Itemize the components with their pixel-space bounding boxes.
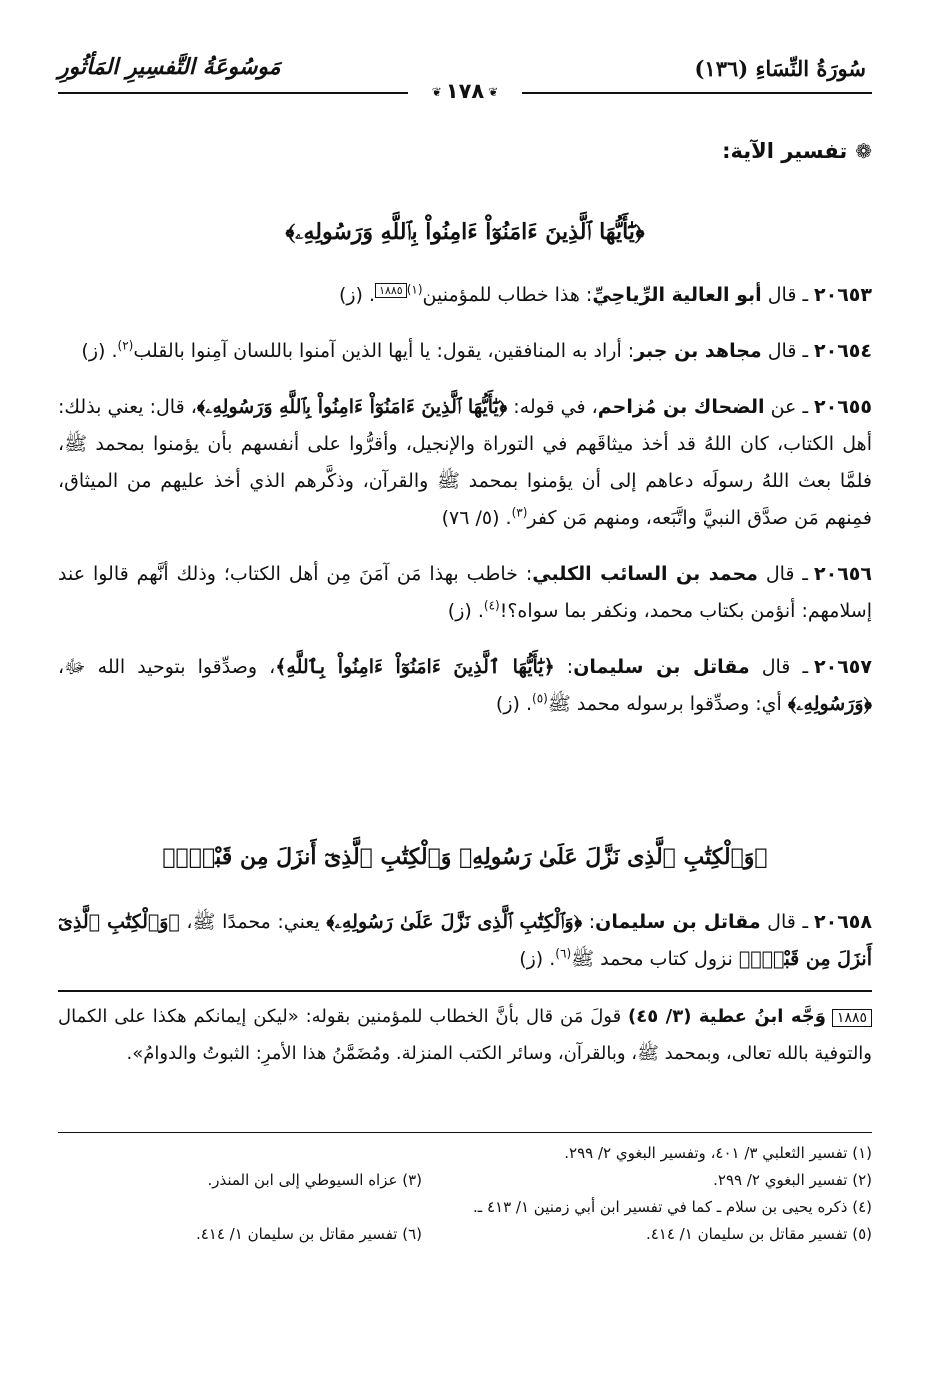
verse-heading-2: ﴿وَٱلْكِتَٰبِ ٱلَّذِى نَزَّلَ عَلَىٰ رَسُولِهِۦ وَٱلْكِتَٰبِ ٱلَّذِىٓ أَنزَلَ مِن قَبْلُۚ﴾: [162, 844, 768, 870]
entry-number: ٢٠٦٥٤: [814, 340, 872, 362]
source-code: . (ز): [519, 948, 556, 970]
commentary-number: ١٨٨٥: [832, 1009, 872, 1027]
entry-number: ٢٠٦٥٧: [814, 656, 872, 678]
narrator-name: مجاهد بن جبر: [634, 340, 762, 362]
commentary-text: قولَ مَن قال بأنَّ الخطاب للمؤمنين بقوله: «ليكن إيمانكم هكذا على الكمال والتوفية بالله تعالى، وبمحمد ﷺ، وبالقرآن، وسائر الكتب المنزلة. ومُضَمَّنُ هذا الأمرِ: الثبوتُ والدوامُ».: [58, 1006, 872, 1064]
footnote-2: (٢) تفسير البغوي ٢/ ٢٩٩.: [713, 1171, 872, 1189]
entry-text: :: [582, 911, 596, 933]
verse-heading-1: ﴿يَٰٓأَيُّهَا ٱلَّذِينَ ءَامَنُوٓاْ ءَامِنُواْ بِٱللَّهِ وَرَسُولِهِۦ﴾: [285, 219, 645, 245]
footnote-ref[interactable]: (٣): [511, 505, 528, 520]
quran-quote: ﴿يَٰٓأَيُّهَا ٱلَّذِينَ ءَامَنُوٓاْ ءَامِنُواْ بِٱللَّهِ وَرَسُولِهِۦ﴾: [196, 396, 508, 418]
entry-text: ـ عن: [764, 396, 809, 418]
entry-text: ـ قال: [760, 911, 809, 933]
entry-number: ٢٠٦٥٣: [814, 284, 872, 306]
footnote-ref[interactable]: (١): [406, 282, 423, 297]
footnote-6: (٦) تفسير مقاتل بن سليمان ١/ ٤١٤.: [195, 1225, 422, 1243]
quran-quote: ﴿وَٱلْكِتَٰبِ ٱلَّذِىٓ أَنزَلَ مِن قَبْلُۚ﴾: [58, 911, 872, 970]
footnote-ref[interactable]: (٥): [532, 691, 548, 706]
footnote-5: (٥) تفسير مقاتل بن سليمان ١/ ٤١٤.: [645, 1225, 872, 1243]
entry-text: ـ قال: [757, 563, 809, 585]
commentary-ref[interactable]: ١٨٨٥: [375, 283, 407, 298]
narrator-name: مقاتل بن سليمان: [573, 656, 750, 678]
commentary-separator: [58, 990, 872, 992]
entry-text: ـ قال: [749, 656, 809, 678]
footnote-separator: [58, 1132, 872, 1133]
entry-number: ٢٠٦٥٥: [814, 396, 872, 418]
entry-text: : خاطب بهذا مَن آمَنَ مِن أهل الكتاب؛ وذلك أنَّهم قالوا عند إسلامهم: أنؤمن بكتاب محمد، ونكفر بما سواه؟!: [58, 563, 872, 622]
footnote-1: (١) تفسير الثعلبي ٣/ ٤٠١، وتفسير البغوي ٢/ ٢٩٩.: [564, 1144, 872, 1162]
entries-block-2: [58, 904, 872, 978]
flower-icon: ❁: [855, 139, 872, 163]
entry-text: ، قال: يعني بذلك: أهل الكتاب، كان اللهُ قد أخذ ميثاقَهم في التوراة والإنجيل، وأقرُّوا على أنفسهم بأن يؤمنوا بمحمد ﷺ، فلمَّا بعث اللهُ رسولَه دعاهم إلى أن يؤمنوا بمحمد ﷺ والقرآن، وذكَّرهم الذي أخذ عليهم من الميثاق، فمِنهم مَن صدَّق النبيَّ واتَّبَعه، ومنهم مَن كفر: [58, 396, 872, 529]
footnote-4: (٤) ذكره يحيى بن سلام ـ كما في تفسير ابن أبي زمنين ١/ ٤١٣ ـ.: [473, 1198, 872, 1216]
entry-text: يعني: محمدًا ﷺ،: [179, 911, 327, 933]
footnote-ref[interactable]: (٢): [117, 338, 134, 353]
footnote-3: (٣) عزاه السيوطي إلى ابن المنذر.: [207, 1171, 422, 1189]
entry-20658: [58, 904, 872, 978]
narrator-name: محمد بن السائب الكلبي: [532, 563, 758, 585]
entry-text: نزول كتاب محمد ﷺ: [571, 948, 739, 970]
quran-quote: ﴿وَرَسُولِهِۦ﴾: [787, 693, 872, 715]
source-code: . (٥/ ٧٦): [441, 507, 512, 529]
entry-20657: [58, 649, 872, 723]
footnote-row: [58, 1167, 872, 1194]
source-code: . (ز): [81, 340, 118, 362]
entry-20653: [58, 277, 872, 314]
commentary-note: [58, 999, 872, 1071]
footnote-ref[interactable]: (٤): [483, 598, 500, 613]
entry-text: : هذا خطاب للمؤمنين: [422, 284, 593, 306]
narrator-name: مقاتل بن سليمان: [595, 911, 761, 933]
source-code: . (ز): [495, 693, 532, 715]
book-title: مَوسُوعَةُ التَّفسِيرِ المَأثُورِ: [58, 54, 281, 80]
entry-number: ٢٠٦٥٨: [814, 911, 872, 933]
quran-quote: ﴿وَٱلْكِتَٰبِ ٱلَّذِى نَزَّلَ عَلَىٰ رَسُولِهِۦ﴾: [326, 911, 583, 933]
entry-number: ٢٠٦٥٦: [814, 563, 872, 585]
entry-text: ـ قال: [761, 284, 809, 306]
entry-20654: [58, 333, 872, 370]
entry-20656: [58, 556, 872, 630]
footnote-ref[interactable]: (٦): [555, 946, 572, 961]
entry-20655: [58, 389, 872, 537]
narrator-name: أبو العالية الرِّياحِيِّ: [592, 284, 762, 306]
commentary-head: وَجَّه ابنُ عطية (٣/ ٤٥): [628, 1006, 826, 1027]
page-number-text: ١٧٨: [445, 79, 485, 103]
section-heading-text: تفسير الآية:: [722, 139, 848, 163]
footnotes: [58, 1140, 872, 1248]
source-code: . (ز): [447, 600, 484, 622]
header-rule-left: [58, 92, 408, 94]
ornament-icon: ❦: [488, 85, 499, 99]
entries-block-1: [58, 277, 872, 727]
entry-text: ـ قال: [761, 340, 809, 362]
ornament-icon: ❦: [431, 85, 442, 99]
section-heading: [722, 139, 872, 163]
quran-quote: ﴿يَٰٓأَيُّهَا ٱلَّذِينَ ءَامَنُوٓاْ ءَامِنُواْ بِٱللَّهِ﴾: [275, 656, 555, 678]
entry-text: ، وصدِّقوا بتوحيد الله ﷻ،: [58, 656, 276, 678]
entry-text: : أراد به المنافقين، يقول: يا أيها الذين آمنوا باللسان آمِنوا بالقلب: [133, 340, 635, 362]
source-code: . (ز): [338, 284, 376, 306]
book-page: [58, 44, 872, 1344]
header-rule-right: [522, 92, 872, 94]
footnote-row: [58, 1221, 872, 1248]
narrator-name: الضحاك بن مُزاحم: [597, 396, 765, 418]
surah-title: سُورَةُ النِّسَاءِ (١٣٦): [694, 56, 866, 81]
page-number: [408, 79, 522, 103]
entry-text: :: [554, 656, 574, 678]
entry-text: ، في قوله:: [507, 396, 598, 418]
entry-text: أي: وصدِّقوا برسوله محمد ﷺ: [547, 693, 788, 715]
